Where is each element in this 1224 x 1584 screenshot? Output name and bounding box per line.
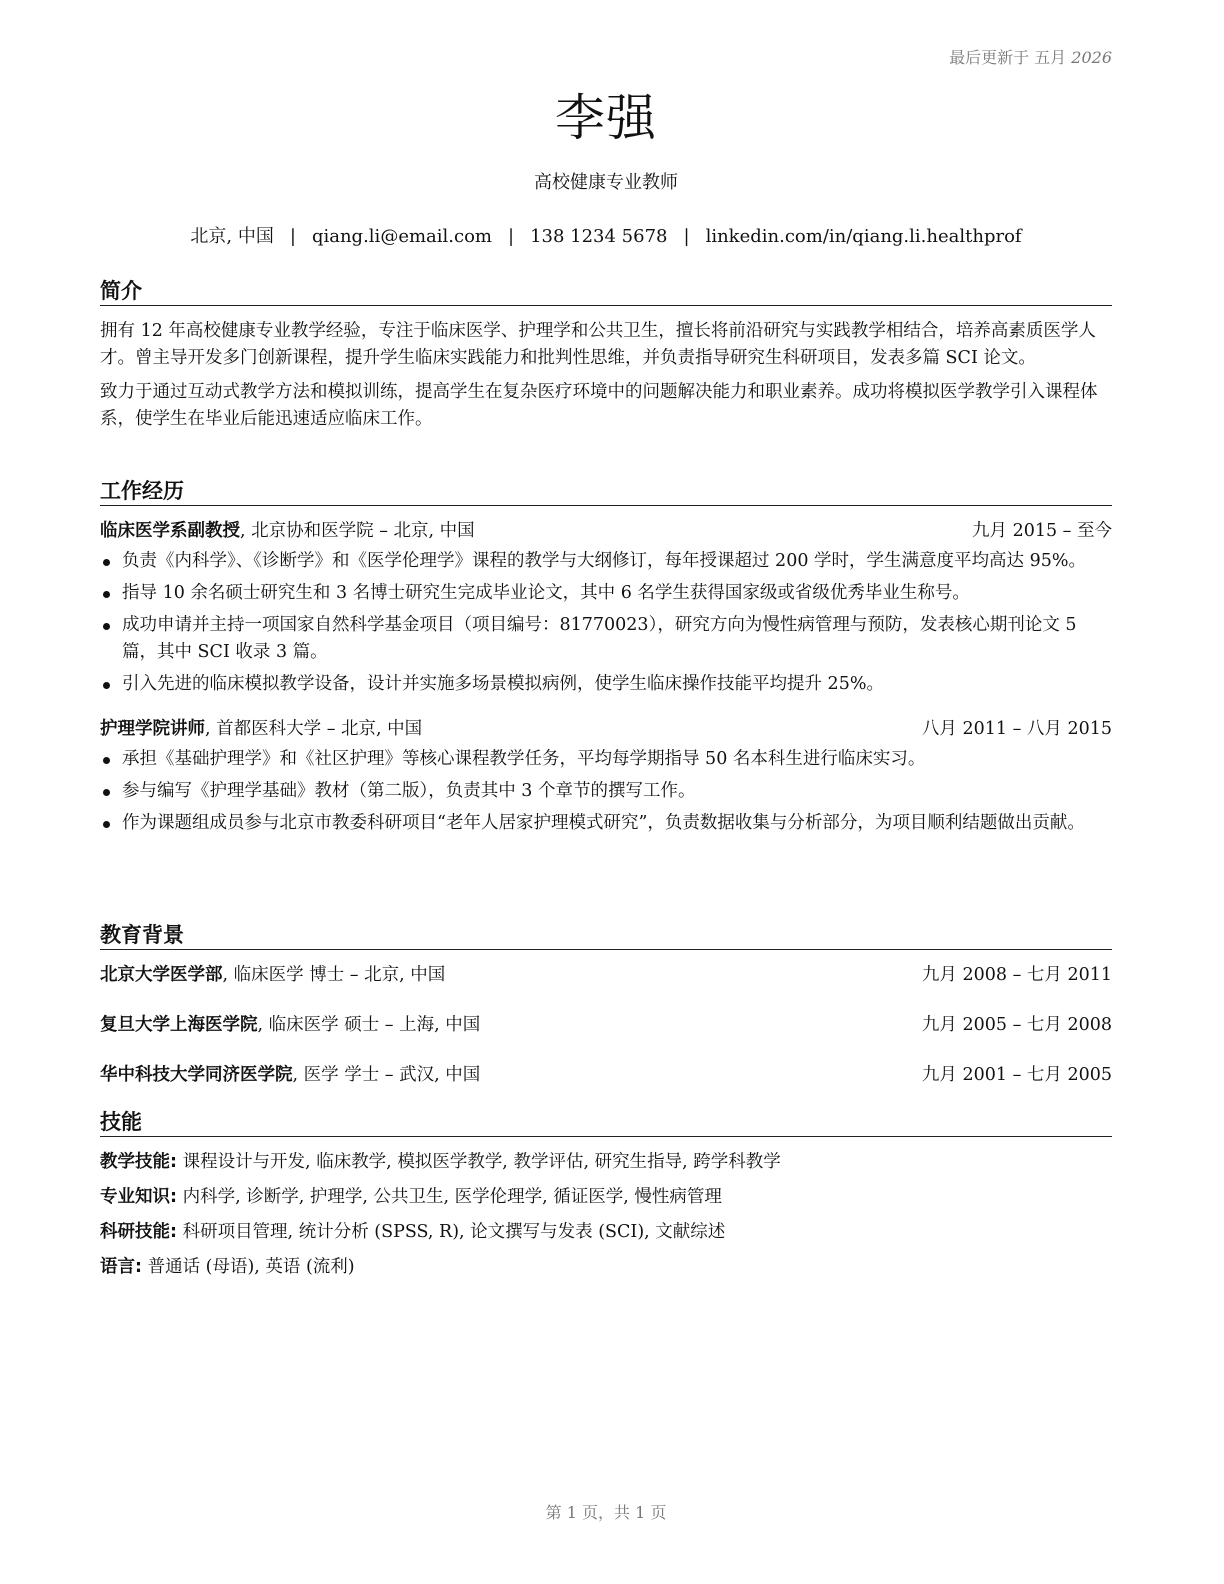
degree-detail: , 医学 学士 – 武汉, 中国 xyxy=(292,1065,481,1085)
degree-detail: , 临床医学 博士 – 北京, 中国 xyxy=(222,965,446,985)
skill-values: 课程设计与开发, 临床教学, 模拟医学教学, 教学评估, 研究生指导, 跨学科教学 xyxy=(177,1152,781,1172)
summary-paragraph: 致力于通过互动式教学方法和模拟训练，提高学生在复杂医疗环境中的问题解决能力和职业素养。成功将模拟医学教学引入课程体系，使学生在毕业后能迅速适应临床工作。 xyxy=(100,382,1098,429)
skill-label: 语言: xyxy=(100,1257,142,1277)
skills-section xyxy=(100,1108,1112,1289)
job-entry xyxy=(100,518,1112,698)
bullet-item: 成功申请并主持一项国家自然科学基金项目（项目编号：81770023），研究方向为慢性病管理与预防，发表核心期刊论文 5 篇，其中 SCI 收录 3 篇。 xyxy=(100,612,1112,666)
job-role: 护理学院讲师 xyxy=(100,719,205,739)
job-dates: 八月 2011 – 八月 2015 xyxy=(921,719,1112,739)
job-bullets xyxy=(100,548,1112,698)
contact-location: 北京, 中国 xyxy=(190,226,274,247)
education-item xyxy=(100,1062,1112,1089)
education-item xyxy=(100,962,1112,989)
summary-paragraph: 拥有 12 年高校健康专业教学经验，专注于临床医学、护理学和公共卫生，擅长将前沿研究与实践教学相结合，培养高素质医学人才。曾主导开发多门创新课程，提升学生临床实践能力和批判性思维，并负责指导研究生科研项目，发表多篇 SCI 论文。 xyxy=(100,321,1096,368)
skill-values: 普通话 (母语), 英语 (流利) xyxy=(142,1257,355,1277)
job-title: 高校健康专业教师 xyxy=(534,172,678,193)
education-section xyxy=(100,921,1112,1112)
job-role: 临床医学系副教授 xyxy=(100,521,240,541)
skill-values: 内科学, 诊断学, 护理学, 公共卫生, 医学伦理学, 循证医学, 慢性病管理 xyxy=(177,1187,722,1207)
bullet-item: 指导 10 余名硕士研究生和 3 名博士研究生完成毕业论文，其中 6 名学生获得国家级或省级优秀毕业生称号。 xyxy=(100,580,1112,607)
job-dates: 九月 2015 – 至今 xyxy=(972,521,1112,541)
bullet-item: 负责《内科学》、《诊断学》和《医学伦理学》课程的教学与大纲修订，每年授课超过 200 学时，学生满意度平均高达 95%。 xyxy=(100,548,1112,575)
bullet-item: 承担《基础护理学》和《社区护理》等核心课程教学任务，平均每学期指导 50 名本科生进行临床实习。 xyxy=(100,746,1112,773)
contact-separator: | xyxy=(683,226,690,247)
bullet-item: 参与编写《护理学基础》教材（第二版），负责其中 3 个章节的撰写工作。 xyxy=(100,778,1112,805)
school-name: 华中科技大学同济医学院 xyxy=(100,1065,293,1085)
skill-values: 科研项目管理, 统计分析 (SPSS, R), 论文撰写与发表 (SCI), 文献综述 xyxy=(177,1222,726,1242)
section-title-experience: 工作经历 xyxy=(100,477,1112,506)
job-header xyxy=(100,518,1112,545)
skill-line xyxy=(100,1149,1112,1176)
contact-linkedin[interactable]: linkedin.com/in/qiang.li.healthprof xyxy=(705,226,1022,247)
job-employer: , 首都医科大学 – 北京, 中国 xyxy=(205,719,423,739)
school-name: 复旦大学上海医学院 xyxy=(100,1015,258,1035)
skill-line xyxy=(100,1219,1112,1246)
contact-separator: | xyxy=(508,226,515,247)
resume-page xyxy=(100,0,1112,1584)
page-number: 第 1 页，共 1 页 xyxy=(545,1503,667,1522)
job-bullets xyxy=(100,746,1112,837)
contact-separator: | xyxy=(289,226,296,247)
skill-label: 专业知识: xyxy=(100,1187,177,1207)
contact-line xyxy=(100,224,1112,250)
last-updated: 最后更新于 五月 2026 xyxy=(949,48,1112,67)
summary-section xyxy=(100,277,1112,440)
skill-line xyxy=(100,1184,1112,1211)
section-title-education: 教育背景 xyxy=(100,921,1112,950)
skill-label: 教学技能: xyxy=(100,1152,177,1172)
bullet-item: 引入先进的临床模拟教学设备，设计并实施多场景模拟病例，使学生临床操作技能平均提升 25%。 xyxy=(100,671,1112,698)
job-header xyxy=(100,716,1112,743)
skill-line xyxy=(100,1254,1112,1281)
education-item xyxy=(100,1012,1112,1039)
skill-label: 科研技能: xyxy=(100,1222,177,1242)
degree-detail: , 临床医学 硕士 – 上海, 中国 xyxy=(257,1015,481,1035)
education-dates: 九月 2008 – 七月 2011 xyxy=(921,965,1112,985)
education-dates: 九月 2005 – 七月 2008 xyxy=(921,1015,1112,1035)
job-employer: , 北京协和医学院 – 北京, 中国 xyxy=(240,521,475,541)
person-name: 李强 xyxy=(555,89,657,147)
contact-email[interactable]: qiang.li@email.com xyxy=(311,226,492,247)
education-dates: 九月 2001 – 七月 2005 xyxy=(921,1065,1112,1085)
section-title-summary: 简介 xyxy=(100,277,1112,306)
school-name: 北京大学医学部 xyxy=(100,965,223,985)
experience-section xyxy=(100,477,1112,842)
bullet-item: 作为课题组成员参与北京市教委科研项目“老年人居家护理模式研究”，负责数据收集与分析部分，为项目顺利结题做出贡献。 xyxy=(100,810,1112,837)
contact-phone: 138 1234 5678 xyxy=(530,226,668,247)
job-entry xyxy=(100,716,1112,837)
section-title-skills: 技能 xyxy=(100,1108,1112,1137)
